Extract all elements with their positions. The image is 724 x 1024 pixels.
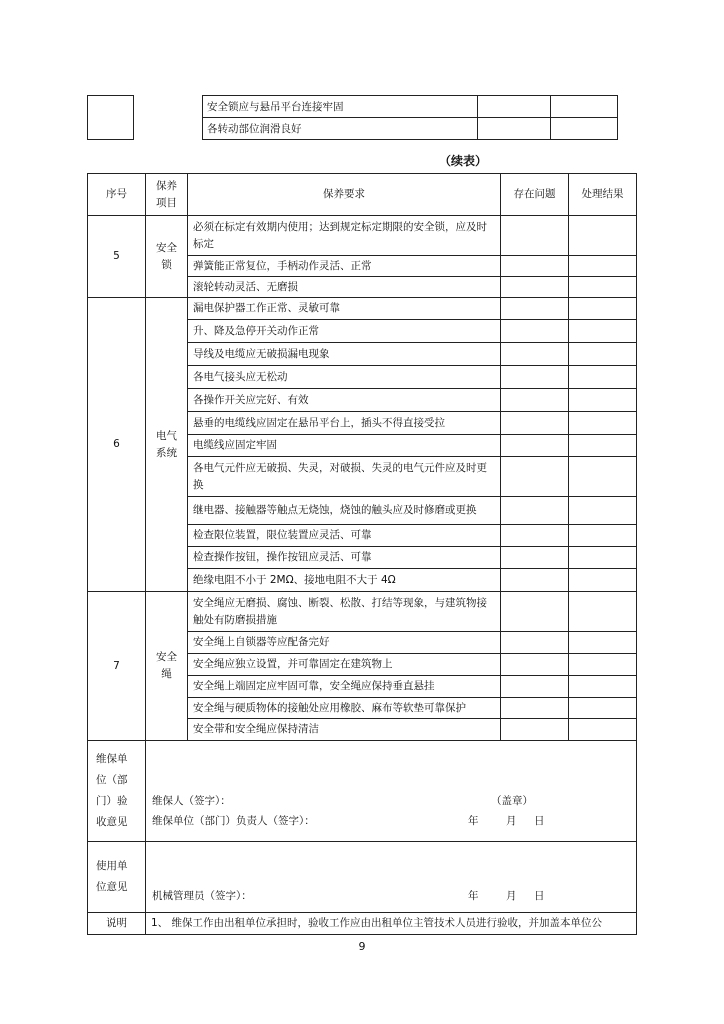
issue-cell	[501, 320, 569, 343]
requirement-cell: 各电气接头应无松动	[188, 366, 501, 389]
issue-cell	[501, 412, 569, 435]
requirement-cell: 安全绳应独立设置，并可靠固定在建筑物上	[188, 654, 501, 676]
requirement-cell: 电缆线应固定牢固	[188, 435, 501, 457]
issue-cell	[478, 118, 551, 140]
date-year: 年	[468, 890, 479, 902]
result-cell	[569, 435, 637, 457]
date-year: 年	[468, 815, 479, 827]
issue-cell	[501, 592, 569, 632]
result-cell	[569, 632, 637, 654]
header-row	[88, 174, 637, 216]
user-opinion-body	[146, 842, 637, 913]
date-month: 月	[506, 890, 517, 902]
table-row	[88, 298, 637, 320]
header-result: 处理结果	[569, 174, 637, 216]
result-cell	[569, 216, 637, 256]
admin-signer: 机械管理员（签字）：	[152, 890, 252, 902]
result-cell	[569, 366, 637, 389]
result-cell	[551, 96, 618, 118]
result-cell	[569, 457, 637, 497]
requirement-cell: 导线及电缆应无破损漏电现象	[188, 343, 501, 366]
result-cell	[569, 497, 637, 525]
header-item: 保养 项目	[146, 174, 188, 216]
result-cell	[569, 547, 637, 569]
continued-caption: （续表）	[439, 154, 488, 168]
maint-head-signer: 维保单位（部门）负责人（签字）：	[152, 815, 315, 827]
issue-cell	[501, 256, 569, 277]
result-cell	[569, 256, 637, 277]
result-cell	[551, 118, 618, 140]
requirement-cell: 必须在标定有效期内使用；达到规定标定期限的安全锁，应及时标定	[188, 216, 501, 256]
table-row	[88, 592, 637, 632]
blank-cell	[88, 96, 134, 140]
header-no: 序号	[88, 174, 146, 216]
requirement-cell: 安全带和安全绳应保持清洁	[188, 719, 501, 741]
header-issue: 存在问题	[501, 174, 569, 216]
requirement-cell: 安全绳上自锁器等应配备完好	[188, 632, 501, 654]
requirement-cell: 继电器、接触器等触点无烧蚀，烧蚀的触头应及时修磨或更换	[188, 497, 501, 525]
issue-cell	[501, 654, 569, 676]
seal-label: （盖章）	[491, 795, 533, 807]
issue-cell	[501, 719, 569, 741]
group-name: 电气 系统	[146, 298, 188, 592]
result-cell	[569, 676, 637, 698]
blank-cell	[134, 118, 203, 140]
date-day: 日	[534, 815, 545, 827]
result-cell	[569, 389, 637, 412]
date-month: 月	[506, 815, 517, 827]
note-text: 1、 维保工作由出租单位承担时，验收工作应由出租单位主管技术人员进行验收，并加盖本单位公	[146, 913, 637, 935]
requirement-cell: 各转动部位润滑良好	[203, 118, 478, 140]
result-cell	[569, 569, 637, 592]
requirement-cell: 检查限位装置，限位装置应灵活、可靠	[188, 525, 501, 547]
requirement-cell: 安全绳应无磨损、腐蚀、断裂、松散、打结等现象，与建筑物接触处有防磨损措施	[188, 592, 501, 632]
note-label: 说明	[88, 913, 146, 935]
requirement-cell: 升、降及急停开关动作正常	[188, 320, 501, 343]
requirement-cell: 绝缘电阻不小于 2MΩ、接地电阻不大于 4Ω	[188, 569, 501, 592]
requirement-cell: 悬垂的电缆线应固定在悬吊平台上，插头不得直接受拉	[188, 412, 501, 435]
issue-cell	[501, 676, 569, 698]
issue-cell	[501, 389, 569, 412]
group-no: 5	[88, 216, 146, 298]
table-row	[88, 216, 637, 256]
maint-signer: 维保人（签字）：	[152, 795, 231, 807]
requirement-cell: 安全锁应与悬吊平台连接牢固	[203, 96, 478, 118]
result-cell	[569, 719, 637, 741]
requirement-cell: 滚轮转动灵活、无磨损	[188, 277, 501, 298]
group-no: 6	[88, 298, 146, 592]
result-cell	[569, 412, 637, 435]
issue-cell	[501, 457, 569, 497]
maintenance-table	[87, 173, 637, 935]
issue-cell	[501, 366, 569, 389]
issue-cell	[501, 698, 569, 719]
blank-cell	[134, 96, 203, 118]
issue-cell	[501, 547, 569, 569]
issue-cell	[501, 632, 569, 654]
issue-cell	[501, 569, 569, 592]
page-number: 9	[358, 940, 366, 953]
requirement-cell: 各电气元件应无破损、失灵，对破损、失灵的电气元件应及时更换	[188, 457, 501, 497]
result-cell	[569, 277, 637, 298]
result-cell	[569, 298, 637, 320]
result-cell	[569, 698, 637, 719]
issue-cell	[501, 343, 569, 366]
result-cell	[569, 343, 637, 366]
issue-cell	[501, 216, 569, 256]
requirement-cell: 安全绳上端固定应牢固可靠，安全绳应保持垂直悬挂	[188, 676, 501, 698]
issue-cell	[501, 298, 569, 320]
result-cell	[569, 592, 637, 632]
date-day: 日	[534, 890, 545, 902]
result-cell	[569, 320, 637, 343]
group-no: 7	[88, 592, 146, 741]
maint-opinion-body	[146, 741, 637, 842]
requirement-cell: 弹簧能正常复位，手柄动作灵活、正常	[188, 256, 501, 277]
group-name: 安全 锁	[146, 216, 188, 298]
maint-opinion-row	[88, 741, 637, 842]
maint-opinion-label: 维保单 位（部 门）验 收意见	[88, 741, 146, 842]
result-cell	[569, 525, 637, 547]
issue-cell	[478, 96, 551, 118]
user-opinion-label: 使用单 位意见	[88, 842, 146, 913]
issue-cell	[501, 525, 569, 547]
issue-cell	[501, 435, 569, 457]
issue-cell	[501, 277, 569, 298]
result-cell	[569, 654, 637, 676]
issue-cell	[501, 497, 569, 525]
requirement-cell: 安全绳与硬质物体的接触处应用橡胶、麻布等软垫可靠保护	[188, 698, 501, 719]
requirement-cell: 各操作开关应完好、有效	[188, 389, 501, 412]
continued-table-fragment	[87, 95, 618, 140]
user-opinion-row	[88, 842, 637, 913]
group-name: 安全 绳	[146, 592, 188, 741]
requirement-cell: 漏电保护器工作正常、灵敏可靠	[188, 298, 501, 320]
header-requirement: 保养要求	[188, 174, 501, 216]
requirement-cell: 检查操作按钮，操作按钮应灵活、可靠	[188, 547, 501, 569]
note-row	[88, 913, 637, 935]
